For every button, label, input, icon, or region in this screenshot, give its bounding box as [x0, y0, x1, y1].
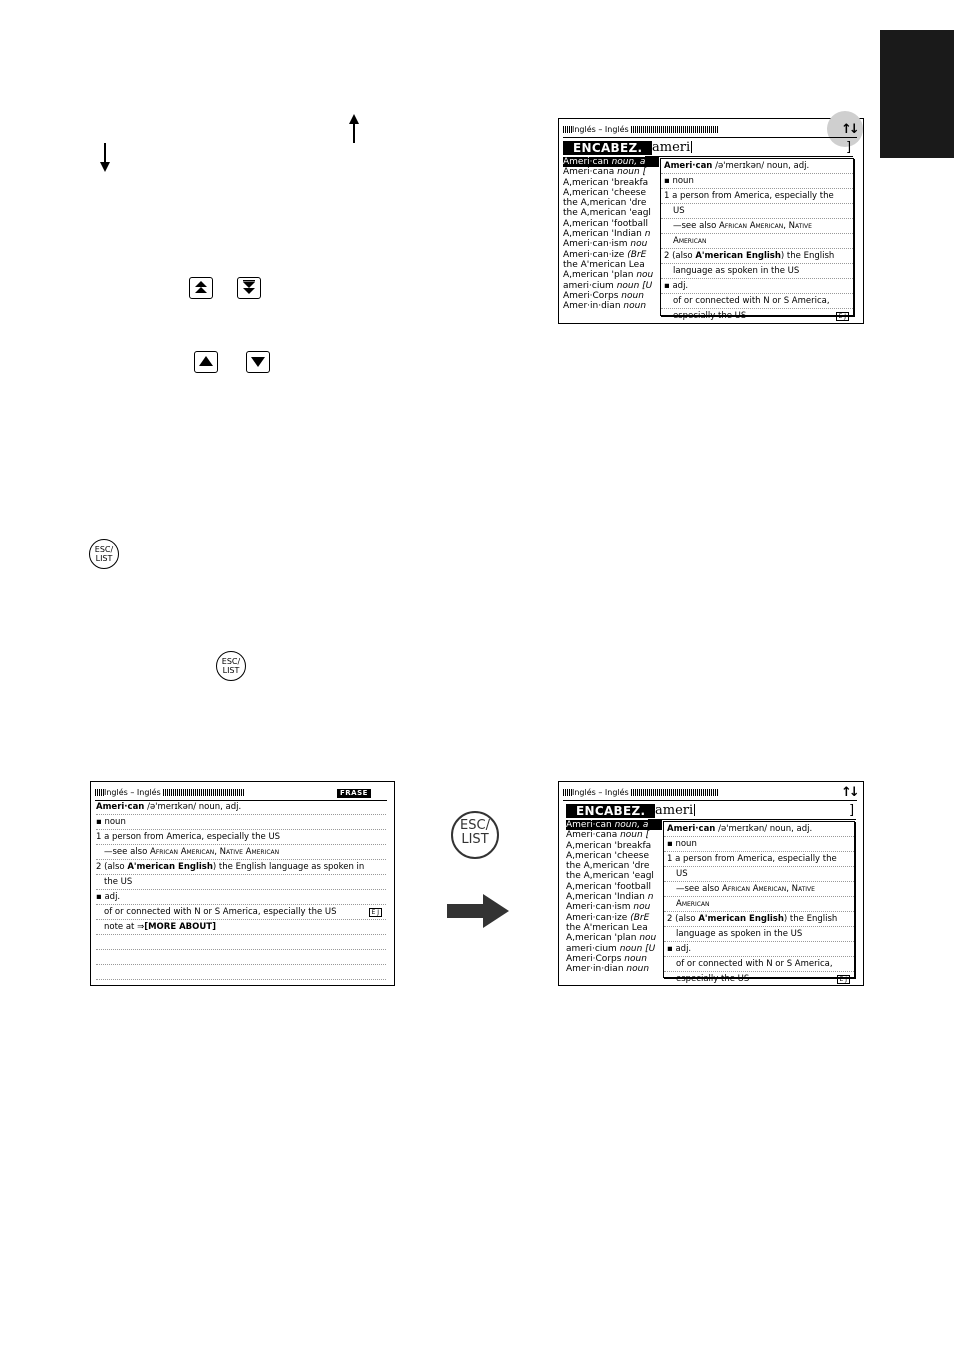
headword-item[interactable]: A,merican 'breakfa	[566, 840, 652, 851]
ej-badge: E J	[836, 312, 849, 321]
headword-item[interactable]: ameri·cium noun [U	[566, 943, 656, 954]
dictionary-title: Inglés – Inglés	[563, 788, 719, 798]
down-key-icon	[246, 351, 270, 373]
headword-item[interactable]: the A,merican 'dre	[563, 198, 647, 209]
headword-item[interactable]: the A,merican 'dre	[566, 861, 650, 872]
search-input[interactable]: [ ameri ]	[645, 140, 853, 155]
esc-list-key-icon: ESC/ LIST	[216, 651, 246, 681]
headword-item[interactable]: A,merican 'Indian n	[566, 892, 654, 903]
headword-item[interactable]: Amer·in·dian noun	[563, 301, 647, 312]
headword-item[interactable]: A,merican 'cheese	[563, 187, 646, 198]
headword-item[interactable]: A,merican 'Indian n	[563, 229, 651, 240]
headword-item[interactable]: Ameri·cana noun [	[566, 830, 650, 841]
dictionary-title: Inglés – Inglés	[563, 125, 719, 135]
enc-label: ENCABEZ.	[566, 804, 655, 818]
headword-item[interactable]: Ameri·can·ize (BrE	[566, 912, 650, 923]
headword-item[interactable]: Ameri·can·ism nou	[563, 239, 648, 250]
headword-item[interactable]: A,merican 'football	[563, 218, 648, 229]
page-up-key-icon	[189, 277, 213, 299]
headword-item[interactable]: the A,merican 'eagl	[566, 871, 654, 882]
up-key-icon	[194, 351, 218, 373]
headword-item[interactable]: Ameri·cana noun [	[563, 167, 647, 178]
headword-item[interactable]: A,merican 'cheese	[566, 850, 649, 861]
headword-item[interactable]: Ameri·Corps noun	[563, 290, 644, 301]
headword-item[interactable]: A,merican 'football	[566, 881, 651, 892]
preview-pane: Ameri·can /ə'merɪkən/ noun, adj. ▪ noun 1 a person from America, especially the US —see also African American, Native American 2 (also A'merican English) the English language as spoken in the US ▪ adj. of or connected with N or S America, especially the US E J	[660, 158, 854, 316]
headword-item[interactable]: Ameri·can·ize (BrE	[563, 249, 647, 260]
headword-list[interactable]	[566, 820, 662, 974]
preview-pane: Ameri·can /ə'merɪkən/ noun, adj. ▪ noun 1 a person from America, especially the US —see also African American, Native American 2 (also A'merican English) the English language as spoken in the US ▪ adj. of or connected with N or S America, especially the US E J	[663, 821, 855, 978]
headword-item[interactable]: A,merican 'plan nou	[566, 933, 657, 944]
ej-badge: E J	[837, 975, 850, 984]
headword-list[interactable]	[563, 157, 659, 311]
down-arrow-icon	[98, 143, 112, 173]
search-input[interactable]: [ ameri ]	[648, 803, 856, 818]
updown-icon: ↑↓	[841, 122, 857, 137]
esc-list-key-icon: ESC/ LIST	[451, 811, 499, 859]
headword-item[interactable]: Ameri·can noun, a	[563, 157, 659, 167]
section-tab	[880, 30, 954, 158]
headword-item[interactable]: the A'merican Lea	[563, 259, 645, 270]
enc-label: ENCABEZ.	[563, 141, 652, 155]
headword-item[interactable]: Ameri·can noun, a	[566, 820, 662, 830]
page-down-key-icon	[237, 277, 261, 299]
headword-item[interactable]: A,merican 'plan nou	[563, 270, 654, 281]
dictionary-title: Inglés – Inglés	[95, 788, 245, 798]
device-screen-full	[90, 781, 395, 986]
device-screen-list-result	[558, 781, 864, 986]
headword-item[interactable]: the A'merican Lea	[566, 922, 648, 933]
ej-badge: E J	[369, 908, 382, 917]
updown-icon: ↑↓	[841, 785, 857, 800]
frase-badge: FRASE	[337, 789, 371, 798]
entry-text: Ameri·can /ə'merɪkən/ noun, adj. ▪ noun 1 a person from America, especially the US —see also African American, Native American 2 (also A'merican English) the English language as spoken in the US ▪ adj. of or connected with N or S America, especially the US E J note at ⇒[MORE ABOUT]	[96, 800, 386, 980]
headword-item[interactable]: Amer·in·dian noun	[566, 964, 650, 975]
headword-item[interactable]: ameri·cium noun [U	[563, 280, 653, 291]
headword-item[interactable]: Ameri·can·ism nou	[566, 902, 651, 913]
right-arrow-icon	[447, 892, 511, 932]
headword-item[interactable]: A,merican 'breakfa	[563, 177, 649, 188]
headword-item[interactable]: Ameri·Corps noun	[566, 953, 647, 964]
device-screen-list	[558, 118, 864, 324]
esc-list-key-icon: ESC/ LIST	[89, 539, 119, 569]
up-arrow-icon	[347, 114, 361, 144]
headword-item[interactable]: the A,merican 'eagl	[563, 208, 651, 219]
